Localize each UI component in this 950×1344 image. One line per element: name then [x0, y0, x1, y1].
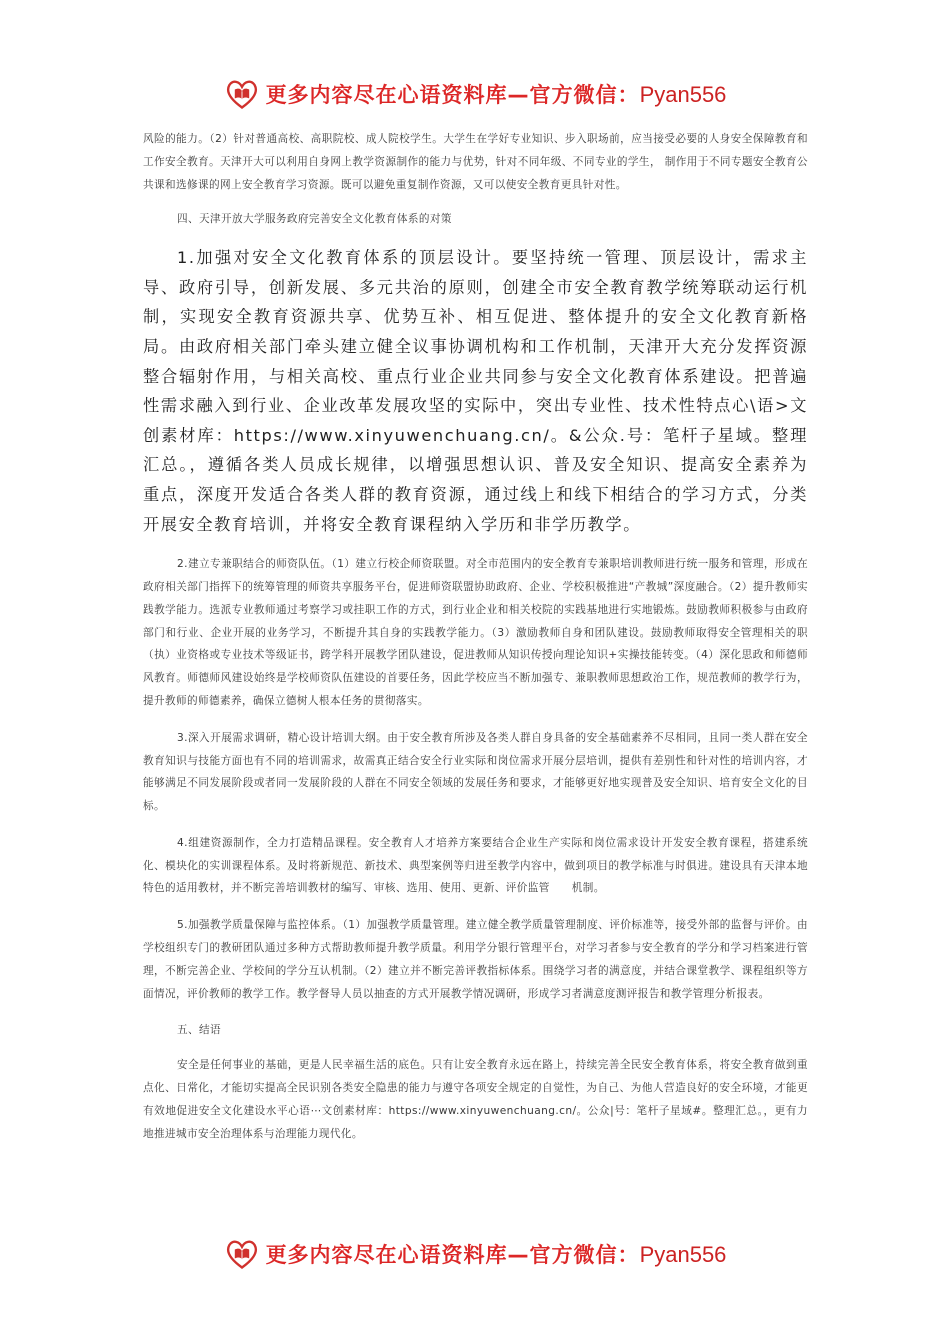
header-banner [0, 72, 950, 116]
banner-text: 更多内容尽在心语资料库—官方微信：Pyan556 [265, 82, 727, 107]
wechat-id: Pyan556 [639, 82, 727, 107]
paragraph-item-4: 4.组建资源制作，全力打造精品课程。安全教育人才培养方案要结合企业生产实际和岗位需求设计开发安全教育课程，搭建系统化、模块化的实训课程体系。及时将新规范、新技术、典型案例等归进至教学内容中，做到项目的教学标准与时俱进。建设具有天津本地特色的适用教材，并不断完善培训教材的编写、审核、选用、使用、更新、评价监管 机制。 [143, 836, 808, 895]
footer-banner [0, 1232, 950, 1276]
wechat-id: Pyan556 [639, 1242, 727, 1267]
paragraph-item-2: 2.建立专兼职结合的师资队伍。（1）建立行校企师资联盟。对全市范围内的安全教育专兼职培训教师进行统一服务和管理，形成在政府相关部门指挥下的统筹管理的师资共享服务平台，促进师资联盟协助政府、企业、学校积极推进“产教城”深度融合。（2）提升教师实践教学能力。选派专业教师通过考察学习或挂职工作的方式，到行业企业和相关校院的实践基地进行实地锻炼。鼓励教师积极参与由政府部门和行业、企业开展的业务学习，不断提升其自身的实践教学能力。（3）激励教师自身和团队建设。鼓励教师取得安全管理相关的职（执）业资格或专业技术等级证书，跨学科开展教学团队建设，促进教师从知识传授向理论知识+实操技能转变。（4）深化思政和师德师风教育。师德师风建设始终是学校师资队伍建设的首要任务，因此学校应当不断加强专、兼职教师思想政治工作，规范教师的教学行为，提升教师的师德素养，确保立德树人根本任务的贯彻落实。 [143, 558, 808, 707]
document-body [143, 128, 808, 1145]
heart-book-logo-icon [224, 76, 260, 112]
heart-book-logo-icon [224, 1236, 260, 1272]
paragraph-item-1: 1.加强对安全文化教育体系的顶层设计。要坚持统一管理、顶层设计，需求主导、政府引导，创新发展、多元共治的原则，创建全市安全教育教学统筹联动运行机制，实现安全教育资源共享、优势互补、相互促进、整体提升的安全文化教育新格局。由政府相关部门牵头建立健全议事协调机构和工作机制，天津开大充分发挥资源整合辐射作用，与相关高校、重点行业企业共同参与安全文化教育体系建设。把普遍性需求融入到行业、企业改革发展攻坚的实际中，突出专业性、技术性特点心\语>文创素材库：https://www.xinyuwenchuang.cn/。&公众.号：笔杆子星域。整理汇总。，遵循各类人员成长规律，以增强思想认识、普及安全知识、提高安全素养为重点，深度开发适合各类人群的教育资源，通过线上和线下相结合的学习方式，分类开展安全教育培训，并将安全教育课程纳入学历和非学历教学。 [143, 248, 808, 534]
section-heading-4: 四、天津开放大学服务政府完善安全文化教育体系的对策 [177, 213, 452, 226]
banner-text: 更多内容尽在心语资料库—官方微信：Pyan556 [265, 1242, 727, 1267]
paragraph-item-3: 3.深入开展需求调研，精心设计培训大纲。由于安全教育所涉及各类人群自身具备的安全基础素养不尽相同，且同一类人群在安全教育知识与技能方面也有不同的培训需求，故需真正结合安全行业实际和岗位需求开展分层培训，提供有差别性和针对性的培训内容，才能够满足不同发展阶段或者同一发展阶段的人群在不同安全领域的发展任务和要求，才能够更好地实现普及安全知识、培育安全文化的目标。 [143, 731, 808, 813]
section-heading-5: 五、结语 [177, 1024, 221, 1037]
paragraph-continuation: 风险的能力。（2）针对普通高校、高职院校、成人院校学生。大学生在学好专业知识、步入职场前，应当接受必要的人身安全保障教育和工作安全教育。天津开大可以利用自身网上教学资源制作的能力与优势，针对不同年级、不同专业的学生， 制作用于不同专题安全教育公共课和选修课的网上安全教育学习资源。既可以避免重复制作资源，又可以使安全教育更具针对性。 [143, 133, 808, 191]
paragraph-conclusion: 安全是任何事业的基础，更是人民幸福生活的底色。只有让安全教育永远在路上，持续完善全民安全教育体系，将安全教育做到重点化、日常化，才能切实提高全民识别各类安全隐患的能力与遵守各项安全规定的自觉性，为自己、为他人营造良好的安全环境，才能更有效地促进安全文化建设水平心语⋯文创素材库：https://www.xinyuwenchuang.cn/。公众|号：笔杆子星域#。整理汇总。，更有力地推进城市安全治理体系与治理能力现代化。 [143, 1059, 808, 1140]
paragraph-item-5: 5.加强教学质量保障与监控体系。（1）加强教学质量管理。建立健全教学质量管理制度、评价标准等，接受外部的监督与评价。由学校组织专门的教研团队通过多种方式帮助教师提升教学质量。利用学分银行管理平台，对学习者参与安全教育的学分和学习档案进行管理，不断完善企业、学校间的学分互认机制。（2）建立并不断完善评教指标体系。围绕学习者的满意度，并结合课堂教学、课程组织等方面情况，评价教师的教学工作。教学督导人员以抽查的方式开展教学情况调研，形成学习者满意度测评报告和教学管理分析报表。 [143, 919, 808, 1000]
